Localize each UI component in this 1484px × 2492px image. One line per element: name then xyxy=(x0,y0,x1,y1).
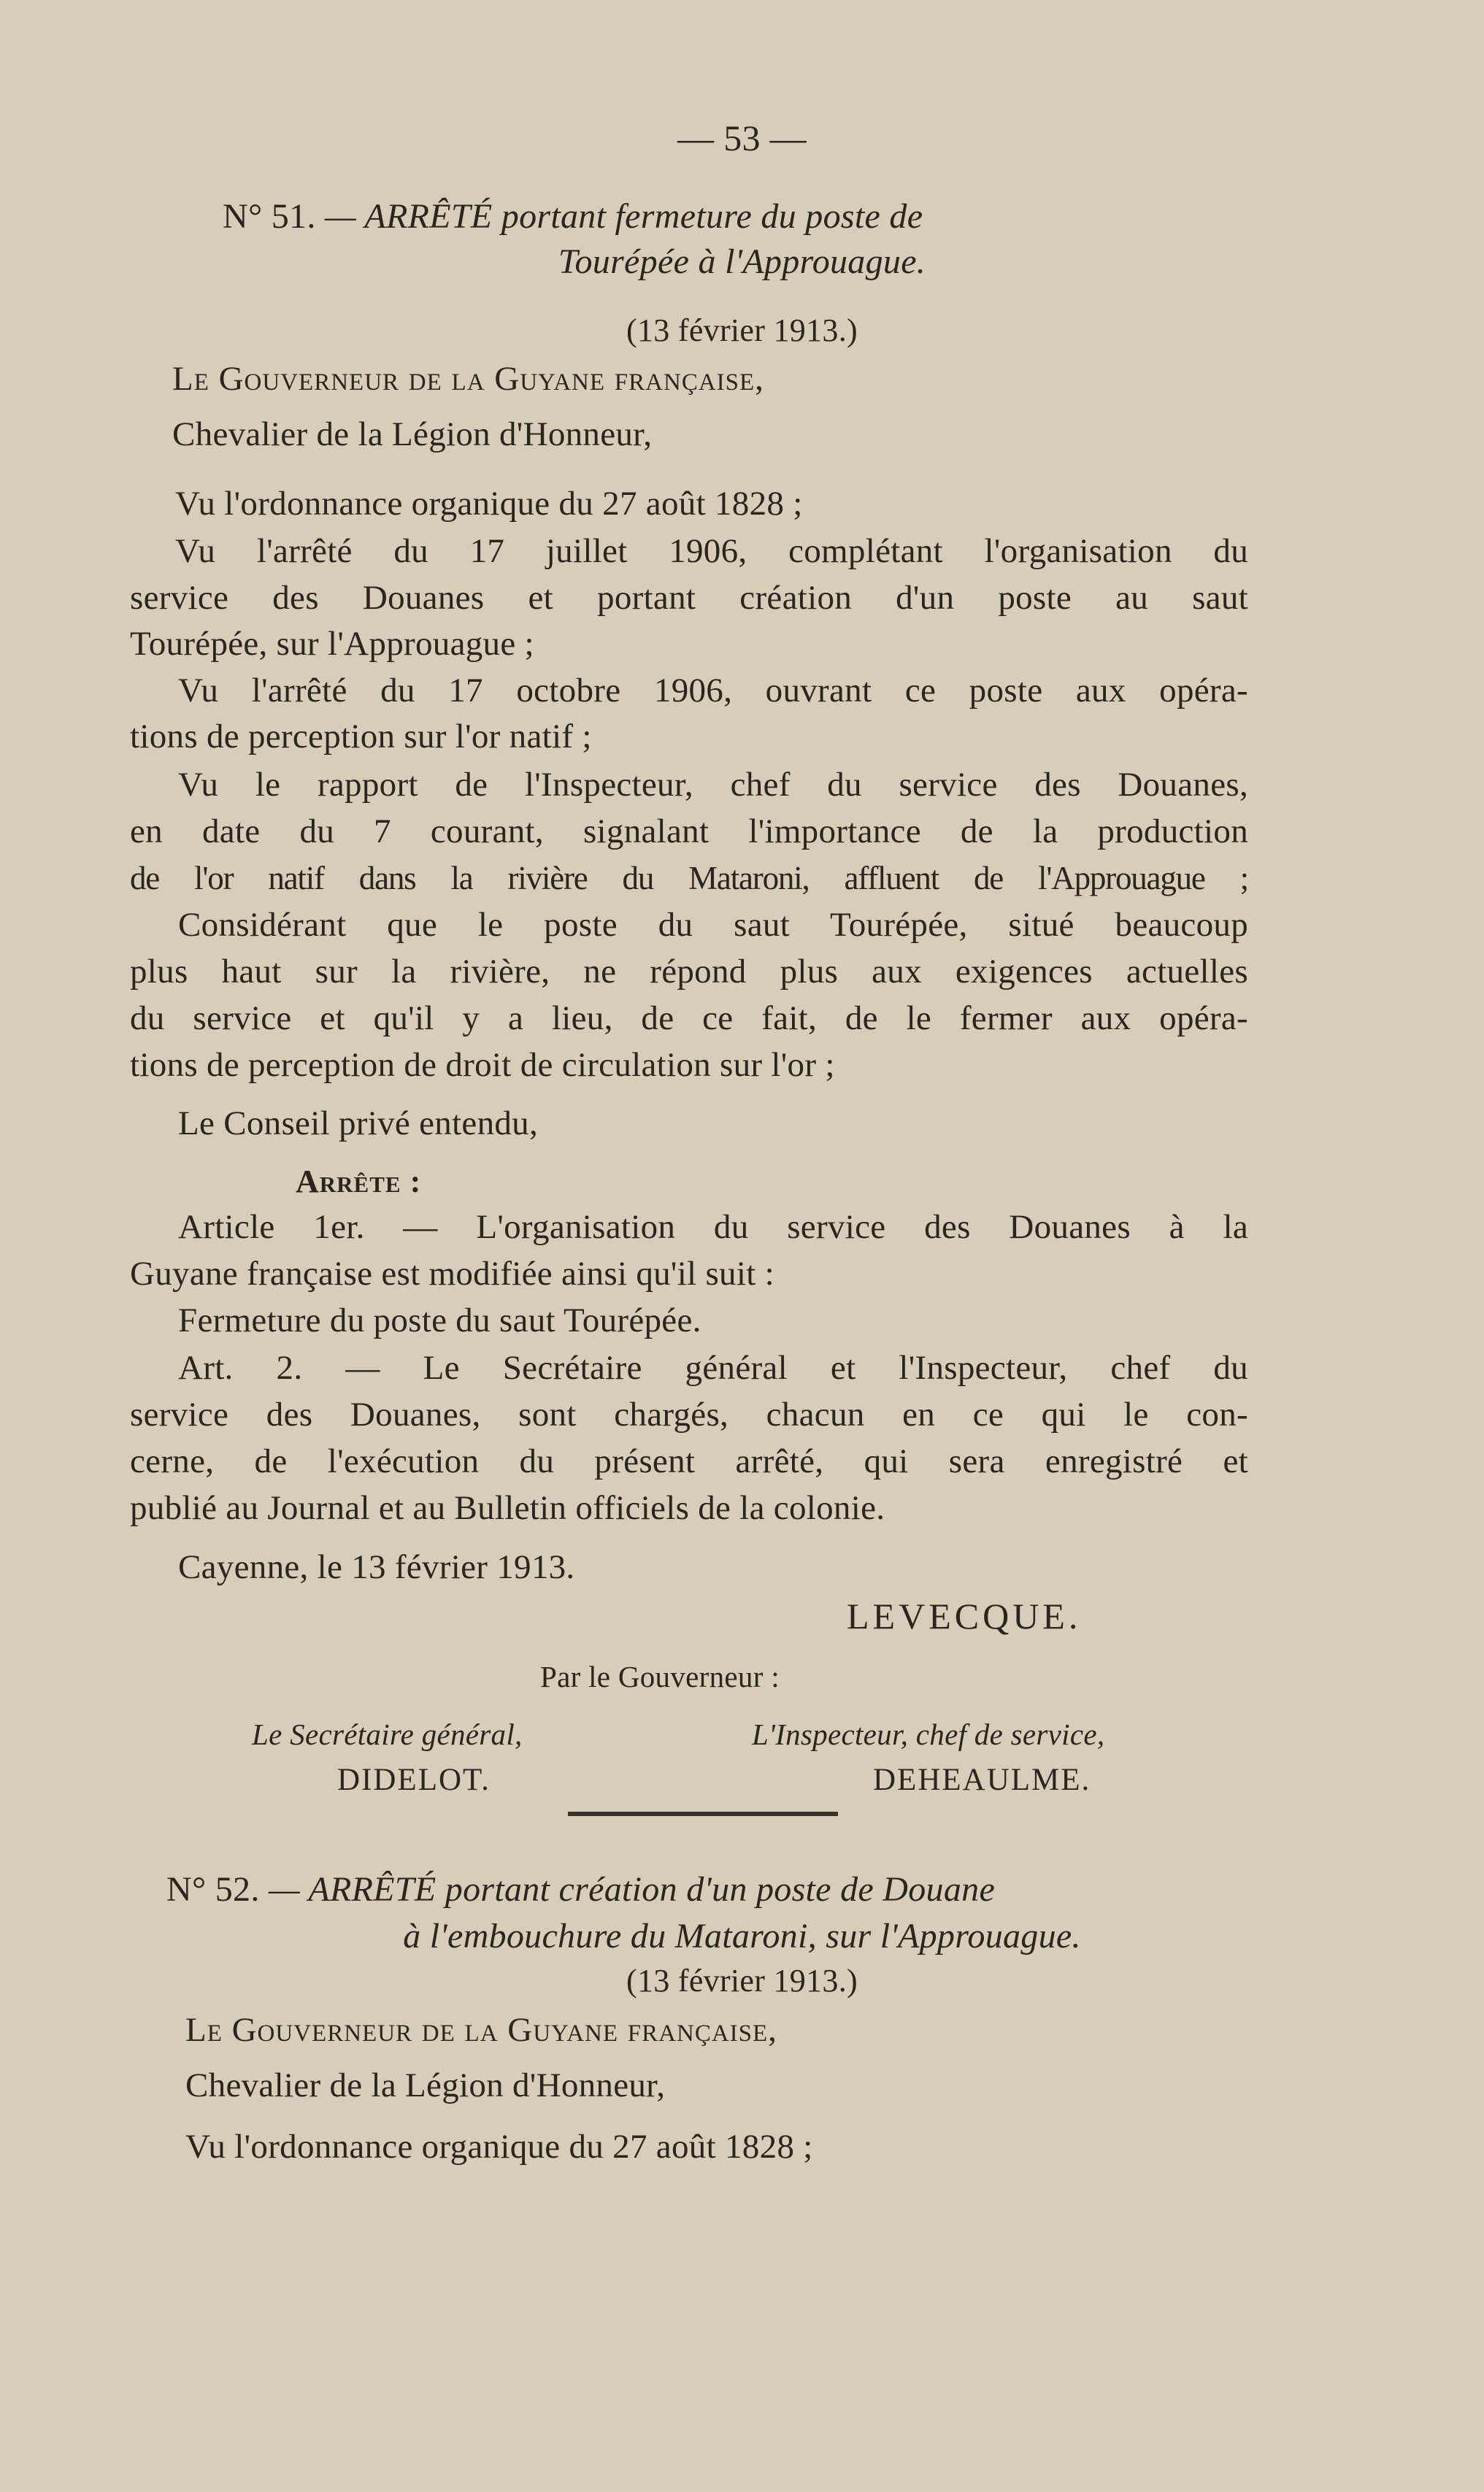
decree-52-title-text: — ARRÊTÉ portant création d'un poste de Douane xyxy=(268,1870,996,1909)
decree-51-body-line: tions de perception de droit de circulation sur l'or ; xyxy=(130,1046,835,1084)
section-divider xyxy=(568,1812,838,1816)
decree-52-date: (13 février 1913.) xyxy=(626,1963,858,1999)
decree-52-body-line: Vu l'ordonnance organique du 27 août 1828 ; xyxy=(185,2128,813,2166)
decree-51-arrete-label: Arrête : xyxy=(296,1164,422,1199)
decree-51-article-line: service des Douanes, sont chargés, chacun en ce qui le con- xyxy=(130,1396,1248,1434)
decree-51-signature: LEVECQUE. xyxy=(847,1596,1082,1637)
decree-51-body-line: Tourépée, sur l'Approuague ; xyxy=(130,625,534,663)
decree-51-body-line: Vu l'arrêté du 17 octobre 1906, ouvrant ce poste aux opéra- xyxy=(178,672,1248,709)
page-number: — 53 — xyxy=(677,118,807,158)
inspecteur-name: DEHEAULME. xyxy=(873,1763,1091,1797)
secretaire-title: Le Secrétaire général, xyxy=(252,1718,523,1751)
secretaire-name: DIDELOT. xyxy=(337,1763,491,1797)
decree-52-issuer-2: Chevalier de la Légion d'Honneur, xyxy=(185,2066,666,2104)
decree-51-body-line: plus haut sur la rivière, ne répond plus aux exigences actuelles xyxy=(130,953,1248,991)
decree-51-body-line: Le Conseil privé entendu, xyxy=(178,1104,539,1142)
decree-51-body-line: en date du 7 courant, signalant l'importance de la production xyxy=(130,812,1248,850)
decree-52-issuer-1: Le Gouverneur de la Guyane française, xyxy=(185,2011,777,2049)
decree-51-article-line: cerne, de l'exécution du présent arrêté, qui sera enregistré et xyxy=(130,1442,1248,1480)
decree-51-title-line-2: Tourépée à l'Approuague. xyxy=(558,242,926,281)
decree-51-body-line: du service et qu'il y a lieu, de ce fait, de le fermer aux opéra- xyxy=(130,999,1248,1037)
decree-51-body-line: Vu le rapport de l'Inspecteur, chef du service des Douanes, xyxy=(178,766,1248,804)
decree-51-title-line-1 xyxy=(223,196,1172,238)
decree-51-article-line: Article 1er. — L'organisation du service des Douanes à la xyxy=(178,1208,1248,1246)
decree-51-body-line: Vu l'ordonnance organique du 27 août 1828 ; xyxy=(175,485,803,523)
decree-51-date: (13 février 1913.) xyxy=(626,312,858,348)
inspecteur-title: L'Inspecteur, chef de service, xyxy=(752,1718,1105,1751)
decree-51-place-date: Cayenne, le 13 février 1913. xyxy=(178,1548,575,1586)
decree-51-number: N° 51. xyxy=(223,197,316,236)
decree-52-number: N° 52. xyxy=(166,1870,260,1909)
decree-51-issuer-2: Chevalier de la Légion d'Honneur, xyxy=(172,415,653,453)
par-le-gouverneur: Par le Gouverneur : xyxy=(540,1660,780,1693)
decree-51-article-line: Art. 2. — Le Secrétaire général et l'Inspecteur, chef du xyxy=(178,1349,1248,1387)
decree-51-body-line: Considérant que le poste du saut Tourépée, situé beaucoup xyxy=(178,906,1248,944)
decree-51-body-line: service des Douanes et portant création d'un poste au saut xyxy=(130,579,1248,617)
decree-51-article-line: Fermeture du poste du saut Tourépée. xyxy=(178,1301,701,1339)
decree-51-issuer-1: Le Gouverneur de la Guyane française, xyxy=(172,360,764,398)
decree-51-article-line: publié au Journal et au Bulletin officiels de la colonie. xyxy=(130,1489,885,1527)
decree-51-body-line: tions de perception sur l'or natif ; xyxy=(130,718,592,755)
decree-51-title-text: — ARRÊTÉ portant fermeture du poste de xyxy=(324,197,923,236)
decree-51-article-line: Guyane française est modifiée ainsi qu'il suit : xyxy=(130,1255,774,1293)
decree-52-title-line-2: à l'embouchure du Mataroni, sur l'Approuague. xyxy=(403,1917,1081,1955)
decree-51-body-line: Vu l'arrêté du 17 juillet 1906, complétant l'organisation du xyxy=(175,532,1248,570)
decree-52-title-line-1 xyxy=(166,1869,1254,1911)
decree-51-body-line: de l'or natif dans la rivière du Mataroni, affluent de l'Approuague ; xyxy=(130,860,1248,896)
